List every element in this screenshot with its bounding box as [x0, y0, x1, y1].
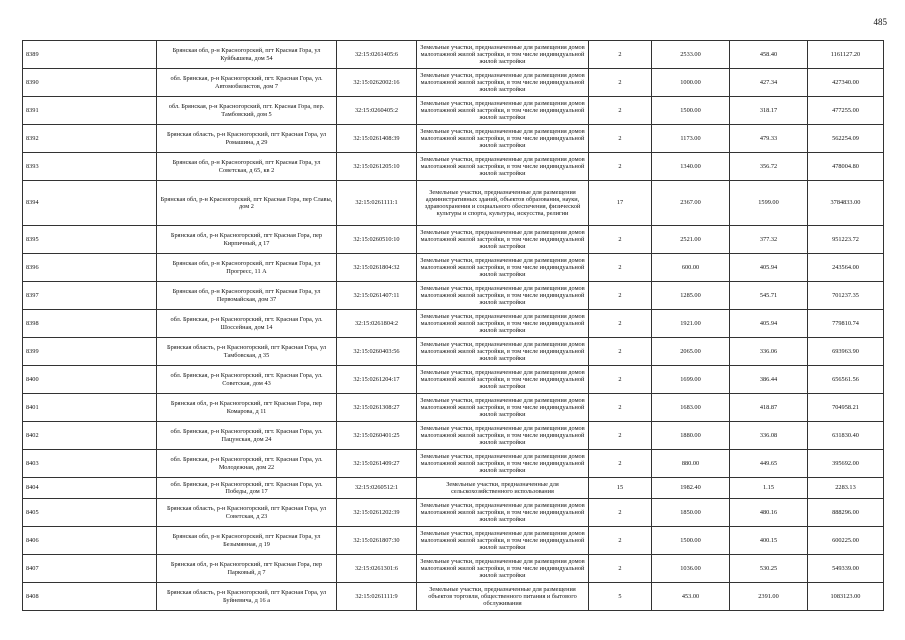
group-cell: 5 [589, 583, 652, 611]
specific-value-cell: 479.33 [730, 125, 808, 153]
land-use-cell: Земельные участки, предназначенные для размещения домов малоэтажной жилой застройки, в том числе индивидуальной жилой застройки [417, 499, 589, 527]
cadastral-value-cell: 704958.21 [808, 394, 884, 422]
area-cell: 1699.00 [652, 366, 730, 394]
area-cell: 1850.00 [652, 499, 730, 527]
table-row [23, 394, 884, 422]
group-cell: 17 [589, 181, 652, 226]
group-cell: 2 [589, 125, 652, 153]
table-body [23, 41, 884, 611]
address-cell: Брянская обл, р-н Красногорский, пгт Красная Гора, ул Куйбышева, дом 54 [157, 41, 337, 69]
cadastral-number-cell: 32:15:0261409:27 [337, 450, 417, 478]
address-cell: Брянская область, р-н Красногорский, пгт Красная Гора, ул Советская, д 23 [157, 499, 337, 527]
address-cell: обл. Брянская, р-н Красногорский, пгт. Красная Гора, ул. Пацунская, дом 24 [157, 422, 337, 450]
area-cell: 1982.40 [652, 478, 730, 499]
specific-value-cell: 377.32 [730, 226, 808, 254]
table-row [23, 69, 884, 97]
table-row [23, 527, 884, 555]
group-cell: 2 [589, 366, 652, 394]
table-row [23, 338, 884, 366]
area-cell: 2065.00 [652, 338, 730, 366]
row-number: 8402 [23, 422, 157, 450]
address-cell: обл. Брянская, р-н Красногорский, пгт. Красная Гора, ул. Шоссейная, дом 14 [157, 310, 337, 338]
land-use-cell: Земельные участки, предназначенные для сельскохозяйственного использования [417, 478, 589, 499]
land-use-cell: Земельные участки, предназначенные для размещения домов малоэтажной жилой застройки, в том числе индивидуальной жилой застройки [417, 555, 589, 583]
row-number: 8407 [23, 555, 157, 583]
row-number: 8406 [23, 527, 157, 555]
land-use-cell: Земельные участки, предназначенные для размещения домов малоэтажной жилой застройки, в том числе индивидуальной жилой застройки [417, 97, 589, 125]
address-cell: Брянская обл, р-н Красногорский, пгт Красная Гора, ул Безымянная, д 19 [157, 527, 337, 555]
cadastral-number-cell: 32:15:0261202:39 [337, 499, 417, 527]
group-cell: 2 [589, 394, 652, 422]
table-row [23, 583, 884, 611]
area-cell: 1340.00 [652, 153, 730, 181]
address-cell: обл. Брянская, р-н Красногорский, пгт. Красная Гора, ул. Победы, дом 17 [157, 478, 337, 499]
specific-value-cell: 405.94 [730, 310, 808, 338]
specific-value-cell: 336.06 [730, 338, 808, 366]
cadastral-value-cell: 549339.00 [808, 555, 884, 583]
cadastral-value-cell: 427340.00 [808, 69, 884, 97]
row-number: 8408 [23, 583, 157, 611]
address-cell: Брянская область, р-н Красногорский, пгт Красная Гора, ул Тамбовская, д 35 [157, 338, 337, 366]
cadastral-value-cell: 693963.90 [808, 338, 884, 366]
row-number: 8395 [23, 226, 157, 254]
area-cell: 2533.00 [652, 41, 730, 69]
land-use-cell: Земельные участки, предназначенные для размещения домов малоэтажной жилой застройки, в том числе индивидуальной жилой застройки [417, 41, 589, 69]
address-cell: Брянская обл, р-н Красногорский, пгт Красная Гора, ул Прогресс, 11 А [157, 254, 337, 282]
table-row [23, 97, 884, 125]
row-number: 8389 [23, 41, 157, 69]
land-use-cell: Земельные участки, предназначенные для размещения домов малоэтажной жилой застройки, в том числе индивидуальной жилой застройки [417, 422, 589, 450]
area-cell: 1036.00 [652, 555, 730, 583]
row-number: 8390 [23, 69, 157, 97]
address-cell: обл. Брянская, р-н Красногорский, пгт. Красная Гора, ул. Советская, дом 43 [157, 366, 337, 394]
area-cell: 1285.00 [652, 282, 730, 310]
cadastral-value-cell: 779810.74 [808, 310, 884, 338]
specific-value-cell: 1.15 [730, 478, 808, 499]
specific-value-cell: 318.17 [730, 97, 808, 125]
cadastral-number-cell: 32:15:0261301:6 [337, 555, 417, 583]
row-number: 8399 [23, 338, 157, 366]
row-number: 8392 [23, 125, 157, 153]
specific-value-cell: 336.08 [730, 422, 808, 450]
row-number: 8400 [23, 366, 157, 394]
cadastral-value-cell: 888296.00 [808, 499, 884, 527]
table-row [23, 478, 884, 499]
cadastral-value-cell: 951223.72 [808, 226, 884, 254]
table-row [23, 153, 884, 181]
row-number: 8405 [23, 499, 157, 527]
specific-value-cell: 400.15 [730, 527, 808, 555]
specific-value-cell: 386.44 [730, 366, 808, 394]
cadastral-number-cell: 32:15:0260401:25 [337, 422, 417, 450]
address-cell: Брянская обл, р-н Красногорский, пгт Красная Гора, пер Кирпичный, д 17 [157, 226, 337, 254]
address-cell: Брянская обл, р-н Красногорский, пгт Красная Гора, ул Первомайская, дом 37 [157, 282, 337, 310]
row-number: 8403 [23, 450, 157, 478]
cadastral-value-cell: 243564.00 [808, 254, 884, 282]
land-use-cell: Земельные участки, предназначенные для размещения домов малоэтажной жилой застройки, в том числе индивидуальной жилой застройки [417, 366, 589, 394]
area-cell: 453.00 [652, 583, 730, 611]
row-number: 8398 [23, 310, 157, 338]
row-number: 8397 [23, 282, 157, 310]
address-cell: Брянская область, р-н Красногорский, пгт Красная Гора, ул Буйневича, д 16 а [157, 583, 337, 611]
area-cell: 1880.00 [652, 422, 730, 450]
specific-value-cell: 458.40 [730, 41, 808, 69]
specific-value-cell: 2391.00 [730, 583, 808, 611]
land-use-cell: Земельные участки, предназначенные для размещения административных зданий, объектов образования, науки, здравоохранения и социального обеспечения, физической культуры и спорта, культуры, искусства, религии [417, 181, 589, 226]
area-cell: 1500.00 [652, 97, 730, 125]
area-cell: 600.00 [652, 254, 730, 282]
group-cell: 2 [589, 499, 652, 527]
land-use-cell: Земельные участки, предназначенные для размещения домов малоэтажной жилой застройки, в том числе индивидуальной жилой застройки [417, 394, 589, 422]
row-number: 8401 [23, 394, 157, 422]
cadastral-number-cell: 32:15:0261111:1 [337, 181, 417, 226]
specific-value-cell: 530.25 [730, 555, 808, 583]
address-cell: Брянская обл, р-н Красногорский, пгт Красная Гора, пер Славы, дом 2 [157, 181, 337, 226]
table-row [23, 125, 884, 153]
table-row [23, 181, 884, 226]
group-cell: 2 [589, 153, 652, 181]
specific-value-cell: 1599.00 [730, 181, 808, 226]
cadastral-value-cell: 656561.56 [808, 366, 884, 394]
cadastral-number-cell: 32:15:0261407:11 [337, 282, 417, 310]
cadastral-number-cell: 32:15:0261807:30 [337, 527, 417, 555]
area-cell: 1500.00 [652, 527, 730, 555]
cadastral-number-cell: 32:15:0260510:10 [337, 226, 417, 254]
group-cell: 2 [589, 282, 652, 310]
cadastral-value-cell: 1161127.20 [808, 41, 884, 69]
cadastral-value-cell: 3784833.00 [808, 181, 884, 226]
land-use-cell: Земельные участки, предназначенные для размещения домов малоэтажной жилой застройки, в том числе индивидуальной жилой застройки [417, 69, 589, 97]
address-cell: обл. Брянская, р-н Красногорский, пгт. Красная Гора, ул. Автомобилистов, дом 7 [157, 69, 337, 97]
land-use-cell: Земельные участки, предназначенные для размещения домов малоэтажной жилой застройки, в том числе индивидуальной жилой застройки [417, 226, 589, 254]
table-row [23, 254, 884, 282]
address-cell: Брянская обл, р-н Красногорский, пгт Красная Гора, пер Комарова, д 11 [157, 394, 337, 422]
cadastral-value-cell: 395692.00 [808, 450, 884, 478]
land-use-cell: Земельные участки, предназначенные для размещения домов малоэтажной жилой застройки, в том числе индивидуальной жилой застройки [417, 153, 589, 181]
area-cell: 1173.00 [652, 125, 730, 153]
table-row [23, 282, 884, 310]
cadastral-number-cell: 32:15:0260403:56 [337, 338, 417, 366]
specific-value-cell: 480.16 [730, 499, 808, 527]
cadastral-number-cell: 32:15:0261408:39 [337, 125, 417, 153]
table-row [23, 310, 884, 338]
land-use-cell: Земельные участки, предназначенные для размещения домов малоэтажной жилой застройки, в том числе индивидуальной жилой застройки [417, 338, 589, 366]
group-cell: 2 [589, 310, 652, 338]
group-cell: 2 [589, 527, 652, 555]
land-use-cell: Земельные участки, предназначенные для размещения объектов торговли, общественного питания и бытового обслуживания [417, 583, 589, 611]
group-cell: 2 [589, 450, 652, 478]
cadastral-number-cell: 32:15:0261804:2 [337, 310, 417, 338]
row-number: 8394 [23, 181, 157, 226]
cadastral-value-cell: 1083123.00 [808, 583, 884, 611]
group-cell: 2 [589, 254, 652, 282]
table-row [23, 226, 884, 254]
page-number: 485 [873, 17, 887, 27]
cadastral-number-cell: 32:15:0261111:9 [337, 583, 417, 611]
specific-value-cell: 418.87 [730, 394, 808, 422]
specific-value-cell: 405.94 [730, 254, 808, 282]
address-cell: обл. Брянская, р-н Красногорский, пгт. Красная Гора, ул. Молодежная, дом 22 [157, 450, 337, 478]
row-number: 8396 [23, 254, 157, 282]
cadastral-number-cell: 32:15:0262002:16 [337, 69, 417, 97]
table-row [23, 499, 884, 527]
address-cell: Брянская область, р-н Красногорский, пгт Красная Гора, ул Ромашина, д 29 [157, 125, 337, 153]
land-use-cell: Земельные участки, предназначенные для размещения домов малоэтажной жилой застройки, в том числе индивидуальной жилой застройки [417, 254, 589, 282]
land-use-cell: Земельные участки, предназначенные для размещения домов малоэтажной жилой застройки, в том числе индивидуальной жилой застройки [417, 527, 589, 555]
cadastral-number-cell: 32:15:0261308:27 [337, 394, 417, 422]
address-cell: Брянская обл, р-н Красногорский, пгт Красная Гора, пер Парковый, д 7 [157, 555, 337, 583]
area-cell: 1921.00 [652, 310, 730, 338]
cadastral-number-cell: 32:15:0261205:10 [337, 153, 417, 181]
cadastral-number-cell: 32:15:0260405:2 [337, 97, 417, 125]
group-cell: 15 [589, 478, 652, 499]
area-cell: 2521.00 [652, 226, 730, 254]
area-cell: 2367.00 [652, 181, 730, 226]
cadastral-value-cell: 477255.00 [808, 97, 884, 125]
row-number: 8404 [23, 478, 157, 499]
cadastral-value-cell: 478004.80 [808, 153, 884, 181]
cadastral-number-cell: 32:15:0261204:17 [337, 366, 417, 394]
table-row [23, 555, 884, 583]
land-use-cell: Земельные участки, предназначенные для размещения домов малоэтажной жилой застройки, в том числе индивидуальной жилой застройки [417, 282, 589, 310]
address-cell: Брянская обл, р-н Красногорский, пгт Красная Гора, ул Советская, д 65, кв 2 [157, 153, 337, 181]
group-cell: 2 [589, 226, 652, 254]
cadastral-value-table [22, 40, 884, 611]
land-use-cell: Земельные участки, предназначенные для размещения домов малоэтажной жилой застройки, в том числе индивидуальной жилой застройки [417, 125, 589, 153]
specific-value-cell: 427.34 [730, 69, 808, 97]
address-cell: обл. Брянская, р-н Красногорский, пгт. Красная Гора, пер. Тамбовский, дом 5 [157, 97, 337, 125]
area-cell: 1000.00 [652, 69, 730, 97]
specific-value-cell: 545.71 [730, 282, 808, 310]
group-cell: 2 [589, 41, 652, 69]
group-cell: 2 [589, 69, 652, 97]
row-number: 8391 [23, 97, 157, 125]
cadastral-value-cell: 600225.00 [808, 527, 884, 555]
group-cell: 2 [589, 555, 652, 583]
specific-value-cell: 449.65 [730, 450, 808, 478]
table-row [23, 366, 884, 394]
land-use-cell: Земельные участки, предназначенные для размещения домов малоэтажной жилой застройки, в том числе индивидуальной жилой застройки [417, 310, 589, 338]
cadastral-value-cell: 631830.40 [808, 422, 884, 450]
group-cell: 2 [589, 338, 652, 366]
specific-value-cell: 356.72 [730, 153, 808, 181]
area-cell: 880.00 [652, 450, 730, 478]
row-number: 8393 [23, 153, 157, 181]
table-row [23, 450, 884, 478]
cadastral-number-cell: 32:15:0261405:6 [337, 41, 417, 69]
cadastral-value-cell: 701237.35 [808, 282, 884, 310]
group-cell: 2 [589, 422, 652, 450]
area-cell: 1683.00 [652, 394, 730, 422]
cadastral-value-cell: 2283.13 [808, 478, 884, 499]
table-row [23, 422, 884, 450]
cadastral-number-cell: 32:15:0261804:32 [337, 254, 417, 282]
cadastral-number-cell: 32:15:0260512:1 [337, 478, 417, 499]
table-row [23, 41, 884, 69]
cadastral-value-cell: 562254.09 [808, 125, 884, 153]
land-use-cell: Земельные участки, предназначенные для размещения домов малоэтажной жилой застройки, в том числе индивидуальной жилой застройки [417, 450, 589, 478]
group-cell: 2 [589, 97, 652, 125]
